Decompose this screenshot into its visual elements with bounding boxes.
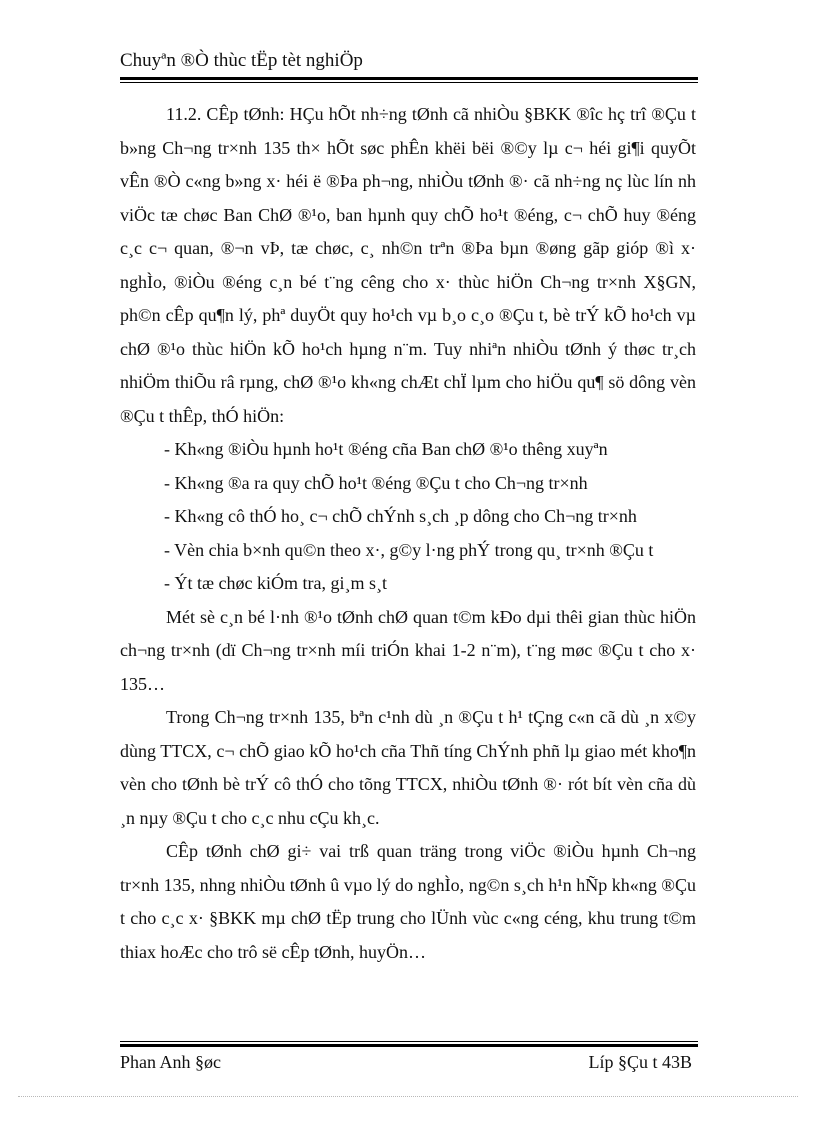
list-item: - Kh«ng cô thÓ ho¸ c¬ chÕ chÝnh s¸ch ¸p dông cho Ch¬ng tr×nh (164, 506, 637, 526)
page-header: Chuyªn ®Ò thùc tËp tèt nghiÖp (120, 50, 363, 71)
header-rule-thick (120, 77, 698, 80)
page-footer (120, 1050, 698, 1074)
list-item: - Ýt tæ chøc kiÓm tra, gi¸m s¸t (164, 573, 387, 593)
footer-rule-thick (120, 1044, 698, 1047)
list-item: - Vèn chia b×nh qu©n theo x·, g©y l·ng phÝ trong qu¸ tr×nh ®Çu t (164, 539, 654, 560)
list-item: - Kh«ng ®a ra quy chÕ ho¹t ®éng ®Çu t cho Ch¬ng tr×nh (164, 472, 588, 493)
footer-rule-thin (120, 1041, 698, 1042)
bullet-list (120, 433, 696, 601)
page-edge-divider (18, 1096, 798, 1097)
paragraph: Mét sè c¸n bé l·nh ®¹o tØnh chØ quan t©m kÐo dµi thêi gian thùc hiÖn ch¬ng tr×nh (dï Ch¬ng tr×nh míi triÓn khai 1-2 n¨m), t¨ng møc ®Çu t cho x· 135… (120, 606, 696, 694)
footer-author: Phan Anh §øc (120, 1052, 221, 1072)
paragraph: CÊp tØnh chØ gi÷ vai trß quan träng trong viÖc ®iÒu hµnh Ch¬ng tr×nh 135, nhng nhiÒu tØnh û vµo lý do nghÌo, ng©n s¸ch h¹n hÑp kh«ng ®Çu t cho c¸c x· §BKK mµ chØ tËp trung cho lÜnh vùc c«ng céng, khu trung t©m thiax hoÆc cho trô së cÊp tØnh, huyÖn… (120, 841, 696, 962)
list-item: - Kh«ng ®iÒu hµnh ho¹t ®éng cña Ban chØ ®¹o thêng xuyªn (164, 439, 608, 459)
document-body (120, 98, 696, 969)
footer-class: Líp §Çu t 43B (588, 1052, 692, 1072)
paragraph: Trong Ch¬ng tr×nh 135, bªn c¹nh dù ¸n ®Çu t h¹ tÇng c«n cã dù ¸n x©y dùng TTCX, c¬ chÕ giao kÕ ho¹ch cña Thñ tíng ChÝnh phñ lµ giao mét kho¶n vèn cho tØnh bè trÝ cô thÓ cho tõng TTCX, nhiÒu tØnh ®· rót bít vèn cña dù ¸n nµy ®Çu t cho c¸c nhu cÇu kh¸c. (120, 707, 696, 828)
paragraph: 11.2. CÊp tØnh: HÇu hÕt nh÷ng tØnh cã nhiÒu §BKK ®îc hç trî ®Çu t b»ng Ch¬ng tr×nh 135 th× hÕt søc phÊn khëi bëi ®©y lµ c¬ héi gi¶i quyÕt vÊn ®Ò c«ng b»ng x· héi ë ®Þa ph¬ng, nhiÒu tØnh ®· cã nh÷ng nç lùc lín nh viÖc tæ chøc Ban ChØ ®¹o, ban hµnh quy chÕ ho¹t ®éng, c¬ chÕ huy ®éng c¸c c¬ quan, ®¬n vÞ, tæ chøc, c¸ nh©n trªn ®Þa bµn ®øng gãp gióp ®ì x· nghÌo, ®iÒu ®éng c¸n bé t¨ng cêng cho x· thùc hiÖn Ch¬ng tr×nh X§GN, ph©n cÊp qu¶n lý, phª duyÖt quy ho¹ch vµ b¸o c¸o ®Çu t, bè trÝ kÕ ho¹ch vµ chØ ®¹o thùc hiÖn kÕ ho¹ch hµng n¨m. Tuy nhiªn nhiÒu tØnh ý thøc tr¸ch nhiÖm thiÕu râ rµng, chØ ®¹o kh«ng chÆt chÏ lµm cho hiÖu qu¶ sö dông vèn ®Çu t thÊp, thÓ hiÖn: (120, 104, 696, 426)
header-rule-thin (120, 82, 698, 83)
